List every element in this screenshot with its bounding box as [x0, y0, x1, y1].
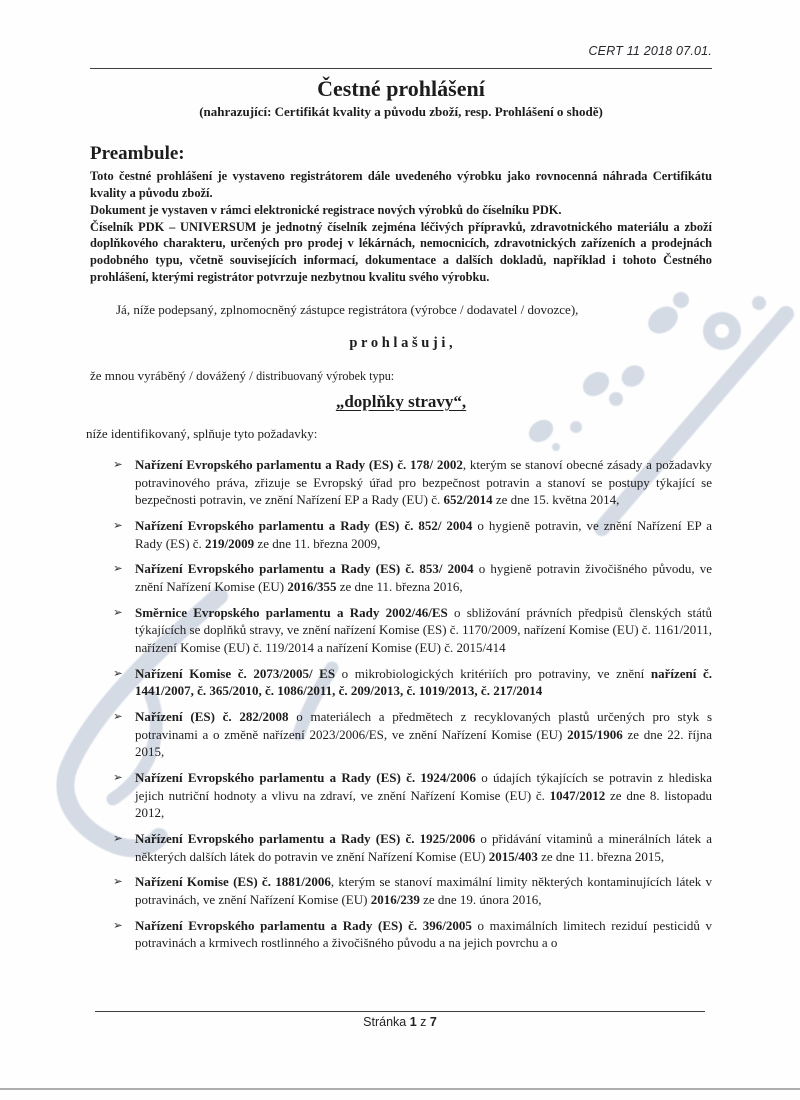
text-segment: , kterým se stanoví maximální limity některých kontaminujících látek v potravinách, ve znění Nařízení Komise (EU) — [135, 874, 712, 908]
document-title: Čestné prohlášení — [317, 76, 485, 101]
text-segment: Nařízení (ES) č. 282/2008 — [135, 709, 289, 725]
text-segment: 2016/239 — [370, 892, 420, 908]
text-segment: Stránka — [363, 1015, 410, 1029]
product-type — [90, 392, 712, 412]
arrow-bullet-icon: ➢ — [113, 770, 123, 785]
text-segment: 2015/403 — [488, 848, 538, 864]
requirement-text — [135, 560, 712, 595]
requirement-item — [90, 517, 712, 552]
text-segment: Směrnice Evropského parlamentu a Rady 2002/46/ES — [135, 604, 448, 620]
text-segment: 7 — [429, 1015, 437, 1029]
text-segment: 1 — [409, 1015, 417, 1029]
requirement-text — [135, 456, 712, 509]
preamble-paragraph: Číselník PDK – UNIVERSUM je jednotný číselník zejména léčivých přípravků, zdravotnického materiálu a zboží doplňkového charakteru, určených pro prodej v lékárnách, nemocnicích, zdravotnických zařízeních a prodejnách podobného typu, včetně souvisejících informací, dokumentace a dalších dokladů, například i tohoto Čestného prohlášení, kterými registrátor potvrzuje nezbytnou kvalitu svého výrobku. — [90, 219, 712, 285]
text-segment: o přidávání vitaminů a minerálních látek a některých dalších látek do potravin ve znění Nařízení Komise (EU) — [135, 831, 713, 864]
text-segment: Nařízení Evropského parlamentu a Rady (ES) č. 853/ 2004 — [135, 561, 474, 577]
text-segment: Nařízení Evropského parlamentu a Rady (ES) č. 1925/2006 — [135, 831, 476, 847]
text-segment: o sbližování právních předpisů členských států týkajících se doplňků stravy, ve znění nařízení Komise (ES) č. 1170/2009, nařízení Komise (EU) č. 1161/2011, nařízení Komise (EU) č. 119/2014 a nařízení Komise (EU) č. 2015/414 — [135, 604, 712, 656]
text-segment: Nařízení Evropského parlamentu a Rady (ES) č. 396/2005 — [135, 917, 472, 933]
preamble-paragraph: Dokument je vystaven v rámci elektronické registrace nových výrobků do číselníku PDK. — [90, 202, 562, 217]
text-segment: 219/2009 — [205, 535, 255, 551]
declaration-intro: Já, níže podepsaný, zplnomocněný zástupce registrátora (výrobce / dodavatel / dovozce), — [116, 302, 579, 318]
header-rule — [90, 68, 712, 69]
document-subtitle: (nahrazující: Certifikát kvality a původu zboží, resp. Prohlášení o shodě) — [199, 104, 603, 119]
requirement-text — [135, 769, 712, 822]
requirement-item — [90, 830, 712, 865]
requirements-intro: níže identifikovaný, splňuje tyto požadavky: — [86, 426, 318, 442]
text-segment: ze dne 11. března 2009, — [254, 535, 381, 551]
text-segment: že mnou vyráběný / dovážený / — [90, 368, 257, 384]
requirement-item — [90, 708, 712, 761]
text-segment: 1047/2012 — [549, 787, 606, 803]
text-segment: ze dne 11. března 2015, — [537, 848, 665, 864]
arrow-bullet-icon: ➢ — [113, 831, 123, 846]
text-segment: 2016/355 — [287, 579, 337, 595]
text-segment: ze dne 15. května 2014, — [492, 492, 620, 508]
requirement-text — [135, 917, 712, 952]
text-segment: o mikrobiologických kritériích pro potraviny, ve znění — [335, 665, 651, 681]
document-page — [86, 0, 713, 960]
text-segment: o hygieně potravin živočišného původu, ve znění Nařízení Komise (EU) — [135, 561, 712, 595]
arrow-bullet-icon: ➢ — [113, 874, 123, 889]
text-segment: z — [416, 1015, 430, 1029]
text-segment: o maximálních limitech reziduí pesticidů v potravinách a krmivech rostlinného a živočišného původu a na jejich povrchu a o — [135, 917, 713, 951]
requirement-item — [90, 456, 712, 509]
declaration-verb: p r o h l a š u j i , — [349, 335, 453, 352]
text-segment: 652/2014 — [443, 492, 493, 508]
text-segment: ze dne 11. března 2016, — [336, 579, 463, 595]
text-segment: ze dne 19. února 2016, — [419, 892, 542, 908]
requirement-text — [135, 604, 712, 657]
requirement-item — [90, 560, 712, 595]
page-footer — [95, 1011, 705, 1029]
requirement-item — [90, 604, 712, 657]
arrow-bullet-icon: ➢ — [113, 457, 123, 472]
text-segment: o údajích týkajících se potravin z hlediska jejich nutriční hodnoty a vlivu na zdraví, ve znění Nařízení Komise (EU) č. — [135, 770, 713, 803]
arrow-bullet-icon: ➢ — [113, 917, 123, 932]
text-segment: Nařízení Komise (ES) č. 1881/2006 — [135, 874, 331, 890]
arrow-bullet-icon: ➢ — [113, 604, 123, 619]
text-segment: ze dne 22. října 2015, — [135, 726, 712, 760]
requirement-text — [135, 517, 712, 552]
footer-rule — [95, 1011, 705, 1012]
product-type-text: „doplňky stravy“, — [335, 392, 467, 412]
requirements-list — [90, 456, 712, 952]
text-segment: o materiálech a předmětech z recyklovaných plastů určených pro styk s potravinami a o změně nařízení 2023/2006/ES, ve znění Nařízení Komise (EU) — [135, 709, 713, 742]
preamble-heading: Preambule: — [90, 143, 185, 164]
preamble-paragraph: Toto čestné prohlášení je vystaveno registrátorem dále uvedeného výrobku jako rovnocenná náhrada Certifikátu kvality a původu zboží. — [90, 169, 712, 200]
text-segment: Nařízení Evropského parlamentu a Rady (ES) č. 178/ 2002 — [135, 457, 463, 473]
requirement-item — [90, 873, 712, 908]
arrow-bullet-icon: ➢ — [113, 665, 123, 680]
requirement-item — [90, 917, 712, 952]
arrow-bullet-icon: ➢ — [113, 561, 123, 576]
product-line — [90, 368, 712, 384]
arrow-bullet-icon: ➢ — [113, 709, 123, 724]
scan-edge-line — [0, 1088, 800, 1090]
text-segment: o hygieně potravin, ve znění Nařízení EP a Rady (ES) č. — [135, 518, 713, 551]
text-segment: Nařízení Evropského parlamentu a Rady (ES) č. 1924/2006 — [135, 770, 476, 786]
text-segment: , kterým se stanoví obecné zásady a požadavky potravinového práva, zřizuje se Evropský úřad pro bezpečnost potravin a stanoví se postupy týkající se bezpečnosti potravin, ve znění Nařízení EP a Rady (EU) č. — [135, 457, 712, 508]
document-code: CERT 11 2018 07.01. — [588, 44, 712, 58]
requirement-text — [135, 665, 712, 700]
text-segment: Nařízení Evropského parlamentu a Rady (ES) č. 852/ 2004 — [135, 518, 473, 534]
text-segment: nařízení č. 1441/2007, č. 365/2010, č. 1086/2011, č. 209/2013, č. 1019/2013, č. 217/2014 — [135, 665, 712, 699]
requirement-text — [135, 873, 712, 908]
arrow-bullet-icon: ➢ — [113, 518, 123, 533]
requirement-text — [135, 830, 712, 865]
requirement-text — [135, 708, 712, 761]
requirement-item — [90, 665, 712, 700]
requirement-item — [90, 769, 712, 822]
preamble-section — [90, 168, 712, 286]
text-segment: ze dne 8. listopadu 2012, — [135, 787, 712, 821]
text-segment: 2015/1906 — [567, 726, 623, 742]
page-number — [95, 1015, 705, 1029]
text-segment: Nařízení Komise č. 2073/2005/ ES — [135, 665, 336, 681]
text-segment: distribuovaný výrobek typu: — [256, 369, 395, 384]
